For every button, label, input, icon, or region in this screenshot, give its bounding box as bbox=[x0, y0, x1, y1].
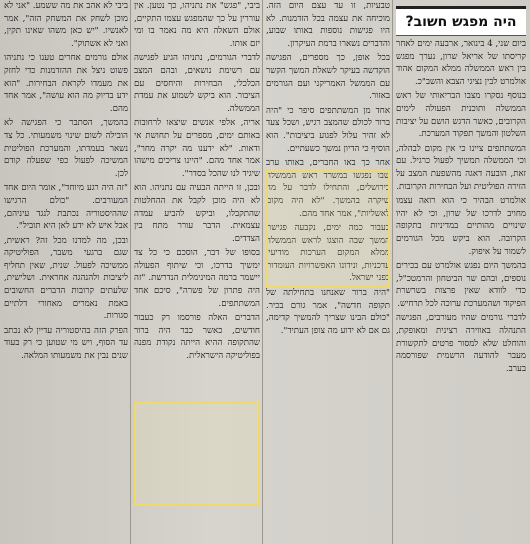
highlight-box bbox=[134, 402, 260, 506]
paragraph: אחר כך באו החברים, באותו ערב שבו נפגשו במשרד ראש הממשלה בירושלים, והתחילו לדבר על מה שיקרה בהמשך. "לא היה מקום לאשליות", אמר אחד מהם. bbox=[266, 158, 390, 219]
paragraph: אולמרט הבהיר כי הוא רואה עצמו מחויב לדרכו של שרון, וכי לא יהיו שינויים מהותיים במדיניות בתקופה הקרובה. הוא ביקש מכל הגורמים לשמור על איפוק. bbox=[396, 196, 526, 257]
paragraph: ובכן, מה למדנו מכל זה? ראשית, שגם ברגעי משבר, הפוליטיקה ממשיכה לפעול. שנית, שאין תחליף ליציבות ולהנהגה אחראית. ושלישית, שלעתים קרובות הדברים החשובים באמת נאמרים מאחורי דלתיים סגורות. bbox=[4, 235, 128, 322]
paragraph: אחד מן המשתתפים סיפר כי "היה ברור לכולם שהמצב רגיש, ושכל צעד לא זהיר עלול לפגוע ביציבות". הוא הוסיף כי הדיון נמשך כשעתיים. bbox=[266, 105, 390, 154]
article-column-right bbox=[396, 38, 526, 544]
paragraph: ביום שני, 4 בינואר, ארבעה ימים לאחר קריסתו של אריאל שרון, נערך מפגש בין ראש הממשלה ממלא המקום אהוד אולמרט לבין נציגי הצבא והשב"כ. bbox=[396, 39, 526, 87]
paragraph: כעבור כמה ימים, נקבעה פגישת המשך שבה הוצגו לראש הממשלה ממלא המקום הערכות מודיעין עדכניות, ונידונו האפשרויות העומדות בפני ישראל. bbox=[266, 223, 390, 284]
paragraph: ביבי, "פגש" את נתניהו, כך נטען. אין עוררין על כך שהמפגש עצמו התקיים, אולם השאלה היא מה נאמר בו ומי יזם אותו. bbox=[134, 1, 260, 49]
paragraph: אולם גורמים אחרים טענו כי נתניהו פשוט ניצל את ההזדמנות כדי לחזק את מעמדו לקראת הבחירות. "הוא ידע בדיוק מה הוא עושה", אמר אחד מהם. bbox=[4, 53, 128, 114]
paragraph: בהמשך היום נפגש אולמרט עם בכירים נוספים, ובהם שר הביטחון והרמטכ"ל, כדי לוודא שאין פרצות בשרשרת הפיקוד ושהמערכת ערוכה לכל תרחיש. bbox=[396, 261, 526, 309]
paragraph: בהמשך, הסתבר כי הפגישה לא הובילה לשום שינוי משמעותי. כל צד נשאר בעמדתו, והמערכת הפוליטית המשיכה לפעול כפי שפעלה קודם לכן. bbox=[4, 118, 128, 179]
paragraph: טבעיות, זו עד עצם היום הזה. מוכיחה את עצמה בכל הזדמנות. לא היו פגישות נוספות באותו שבוע, והדברים נשארו ברמת העיקרון. bbox=[266, 1, 390, 49]
paragraph: המשתתפים ציינו כי אין מקום לבהלה, וכי הממשלה תמשיך לפעול כרגיל. עם זאת, הובעה דאגה מהשפעת המצב על הזירה הפוליטית ועל הבחירות הקרובות. bbox=[396, 143, 526, 192]
paragraph: בכל אופן, כך מספרים, הפגישה הוקדשה בעיקר לשאלת המשך הקשר עם הממשל האמריקני ועם הגורמים באזור. bbox=[266, 53, 390, 102]
column-divider bbox=[392, 0, 393, 544]
paragraph: הפרק הזה בהיסטוריה עדיין לא נכתב עד הסוף, ויש מי שטוען כי רק בעוד שנים נבין את משמעותו המלאה. bbox=[4, 325, 128, 362]
paragraph: לדברי גורמים שהיו מעורבים, הפגישה התנהלה באווירה רצינית ומאופקת, והוחלט שלא למסור פרטים לתקשורת מעבר להודעה הרשמית שפורסמה בערב. bbox=[396, 313, 526, 374]
paragraph: אריה, אלפי אנשים שיצאו לרחובות באותם ימים, מספרים על תחושת אי ודאות. "לא ידענו מה יקרה מחר", אמר אחד מהם. "היינו צריכים מישהו שיגיד לנו שהכל בסדר". bbox=[134, 118, 260, 179]
paragraph: לדברי הגורמים, נתניהו הגיע לפגישה עם רשימת נושאים, ובהם המצב הכלכלי, הבחירות והיחסים עם הציבור. הוא ביקש לשמוע את עמדת הממשלה. bbox=[134, 53, 260, 114]
column-divider bbox=[130, 0, 131, 544]
paragraph: בנוסף נסקרו מצבו הבריאותי של ראש הממשלה ותוכנית הפעולה לימים הקרובים, כאשר הדגש הושם על יציבות השלטון והמשך תפקוד המערכת. bbox=[396, 91, 526, 140]
paragraph: ובכן, זו הייתה הבעיה עם נתניהו. הוא לא היה מוכן לקבל את ההחלטות שהתקבלו, וביקש להביע עמדה עצמאית. הדבר עורר מתח בין הצדדים. bbox=[134, 183, 260, 244]
paragraph: הדברים האלה פורסמו רק כעבור חודשים, כאשר כבר היה ברור שהתקופה ההיא הייתה נקודת מפנה בפוליטיקה הישראלית. bbox=[134, 313, 260, 362]
paragraph: "היה ברור שאנחנו בתחילתה של תקופה חדשה", אמר גורם בכיר. "כולם הבינו שצריך להמשיך קדימה, גם אם לא ידוע מה צופן העתיד". bbox=[266, 288, 390, 336]
column-divider bbox=[262, 0, 263, 544]
highlight-box bbox=[266, 170, 390, 288]
paragraph: בסופו של דבר, הוסכם כי כל צד ימשיך בדרכו, וכי שיתוף הפעולה יישמר ברמה המינימלית הנדרשת. "זה היה פתרון של פשרה", סיכם אחד המשתתפים. bbox=[134, 248, 260, 309]
article-column-left bbox=[4, 0, 128, 544]
paragraph: "זה היה רגע מיוחד", אומר היום אחד המעורבים. "כולם הרגישו שההיסטוריה נכתבת לנגד עיניהם, אבל איש לא ידע לאן היא תוביל". bbox=[4, 183, 128, 232]
article-headline: היה מפגש חשוב? bbox=[396, 6, 526, 36]
paragraph: ביבי לא אהב את מה ששמע. "אני לא מוכן לשחק את המשחק הזה", אמר לאנשיו. "יש כאן משהו שאינו תקין, ואני לא אשתוק". bbox=[4, 1, 128, 49]
